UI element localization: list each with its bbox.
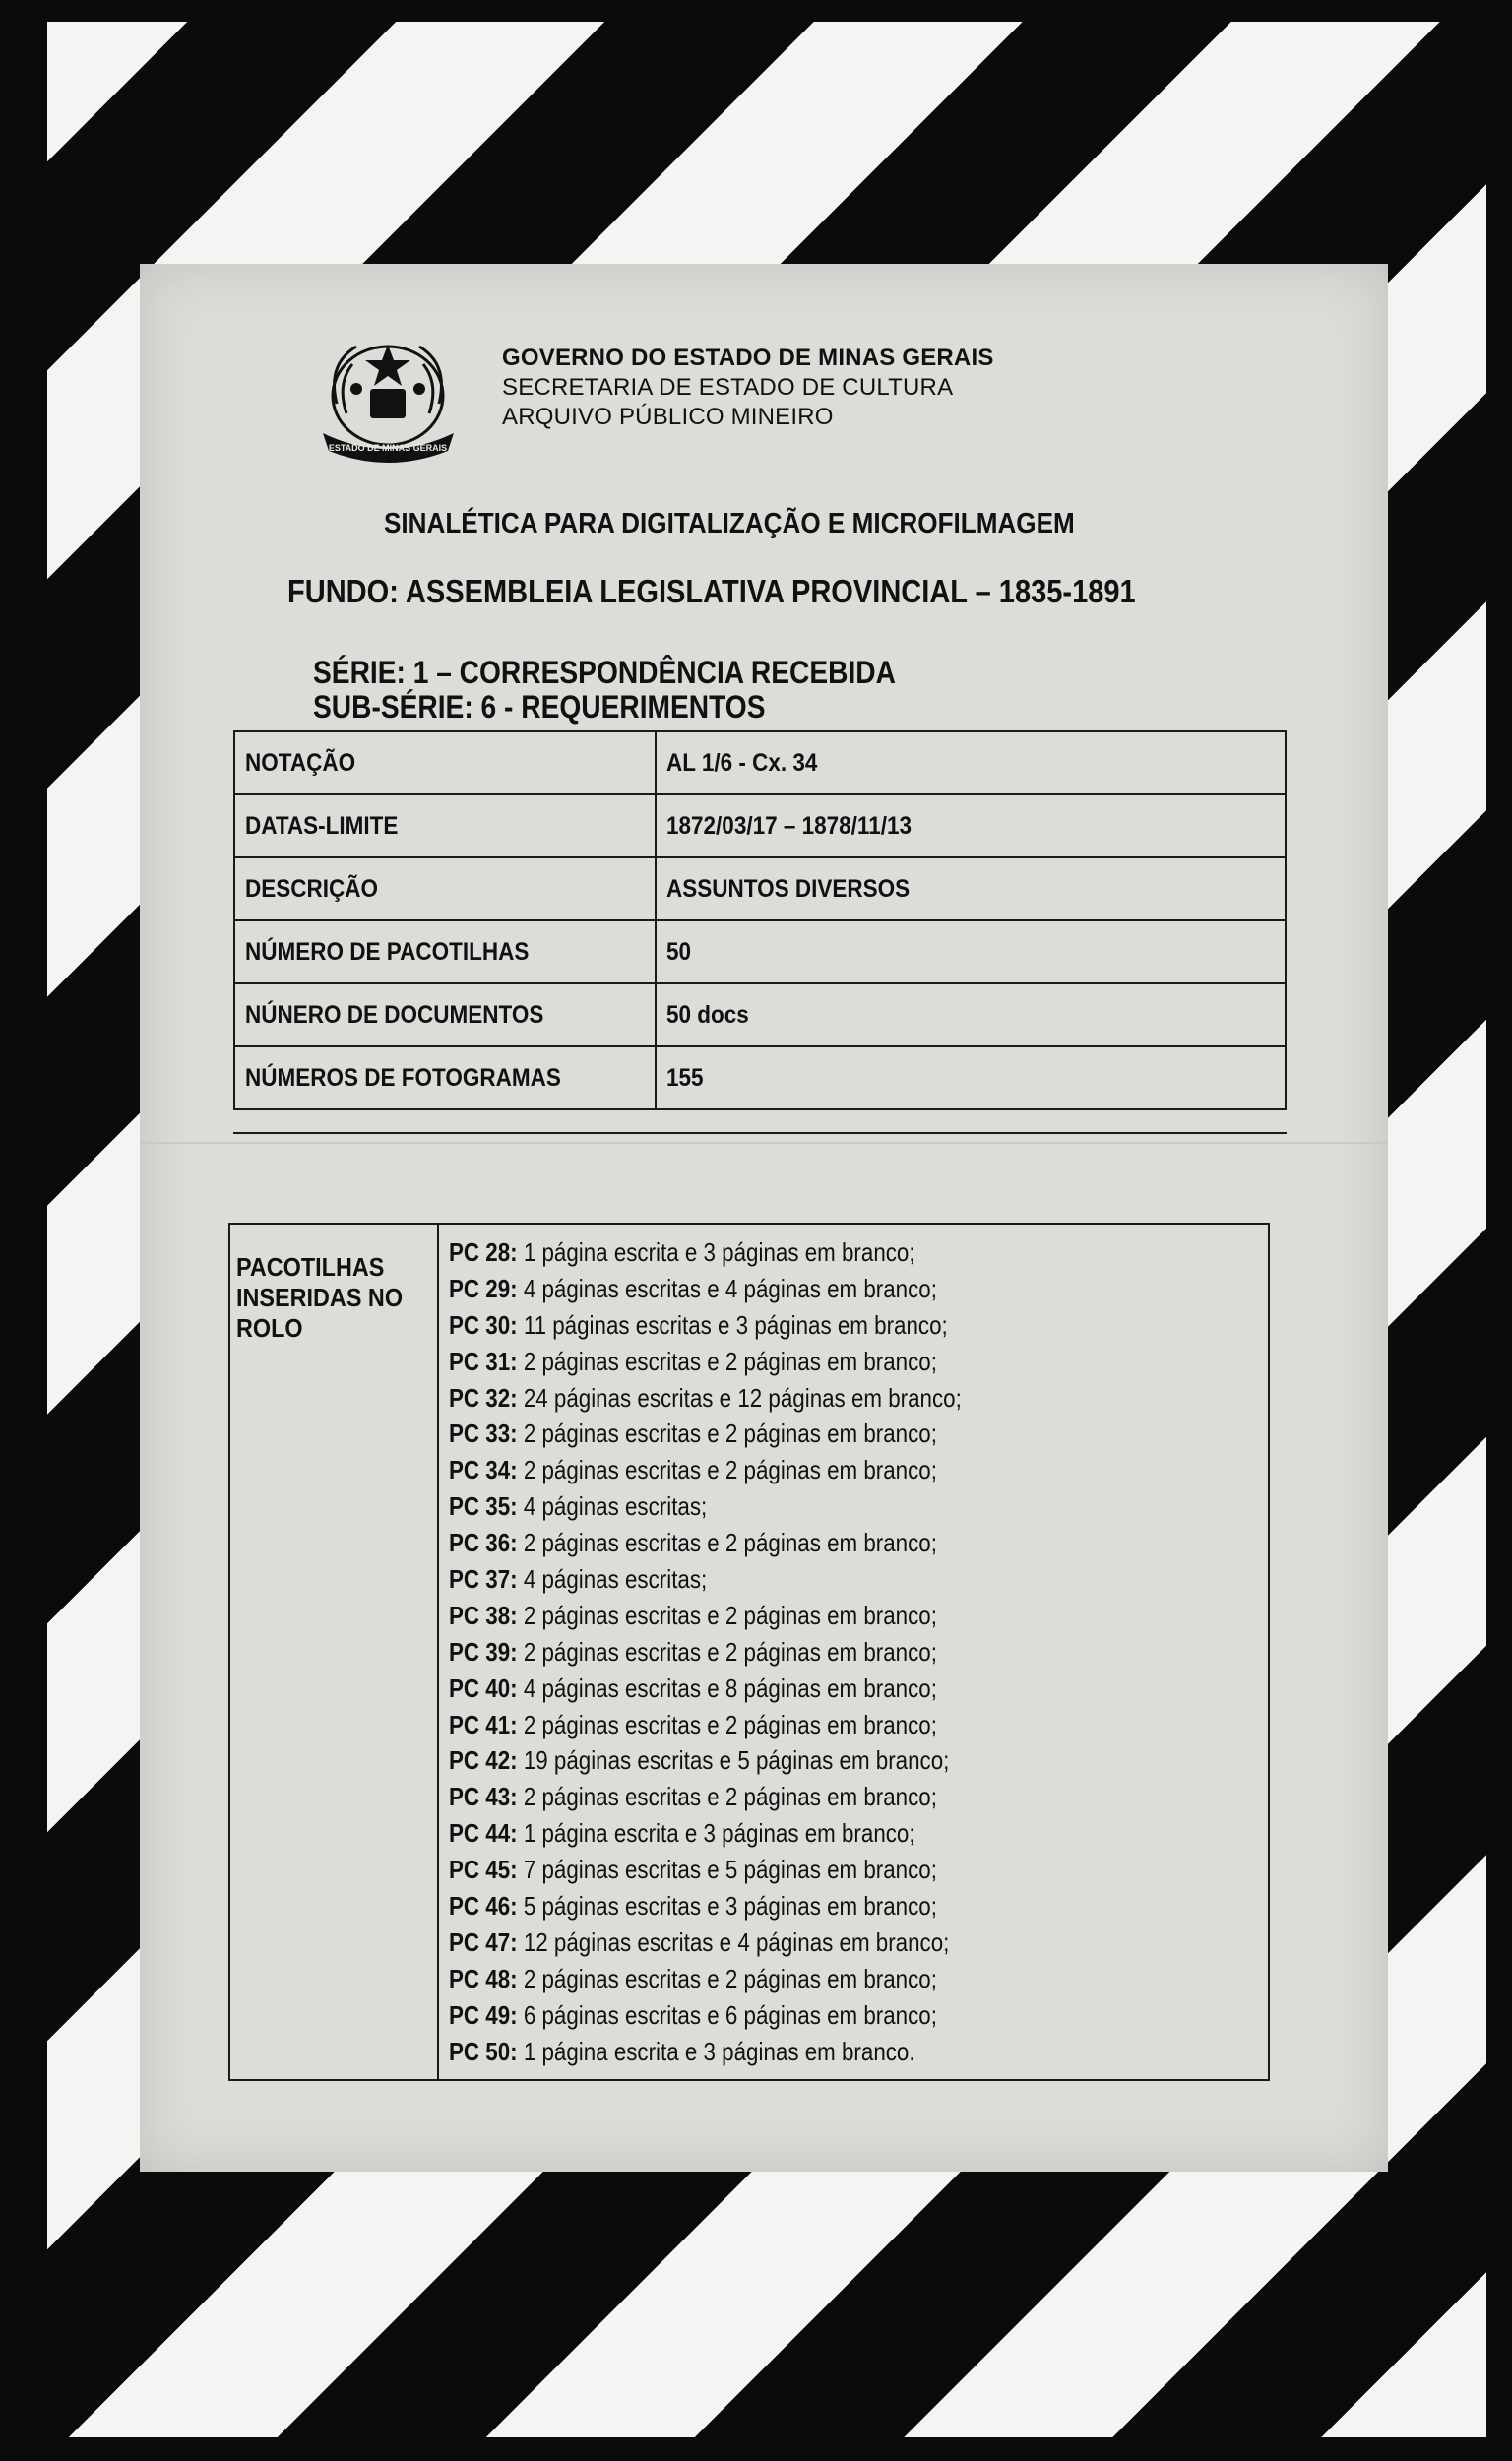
pacotilha-description: 2 páginas escritas e 2 páginas em branco; — [523, 1346, 937, 1376]
pacotilha-code: PC 48: — [449, 1963, 518, 1993]
list-item — [449, 1344, 1268, 1380]
pacotilha-code: PC 39: — [449, 1636, 518, 1667]
pacotilha-code: PC 49: — [449, 1999, 518, 2030]
pacotilha-code: PC 29: — [449, 1273, 518, 1303]
list-item — [449, 1416, 1268, 1452]
pacotilha-description: 6 páginas escritas e 6 páginas em branco; — [523, 1999, 937, 2030]
document-title: SINALÉTICA PARA DIGITALIZAÇÃO E MICROFILMAGEM — [384, 508, 1075, 539]
pacotilha-description: 2 páginas escritas e 2 páginas em branco; — [523, 1782, 937, 1812]
pacotilha-code: PC 37: — [449, 1564, 518, 1595]
pacotilha-description: 2 páginas escritas e 2 páginas em branco; — [523, 1636, 937, 1667]
pacotilha-code: PC 43: — [449, 1782, 518, 1812]
metadata-label: NÚMEROS DE FOTOGRAMAS — [234, 1046, 656, 1109]
pacotilha-description: 1 página escrita e 3 páginas em branco; — [523, 1818, 915, 1849]
metadata-value: 1872/03/17 – 1878/11/13 — [656, 794, 1286, 857]
table-row — [234, 983, 1286, 1046]
pacotilha-code: PC 34: — [449, 1455, 518, 1485]
metadata-value: ASSUNTOS DIVERSOS — [656, 857, 1286, 920]
film-frame-bottom — [0, 2437, 1512, 2461]
list-item — [449, 1888, 1268, 1925]
film-frame-left — [0, 0, 47, 2461]
pacotilha-description: 2 páginas escritas e 2 páginas em branco; — [523, 1963, 937, 1993]
pacotilha-description: 24 páginas escritas e 12 páginas em branco; — [523, 1382, 962, 1413]
table-row — [234, 794, 1286, 857]
metadata-label: NOTAÇÃO — [234, 731, 656, 794]
list-item — [449, 1742, 1268, 1779]
list-item — [449, 1271, 1268, 1307]
list-item — [449, 1961, 1268, 1997]
pacotilha-description: 5 páginas escritas e 3 páginas em branco; — [523, 1891, 937, 1922]
table-row — [234, 857, 1286, 920]
institution-archive: ARQUIVO PÚBLICO MINEIRO — [502, 404, 834, 430]
pacotilha-code: PC 46: — [449, 1891, 518, 1922]
serie-heading: SÉRIE: 1 – CORRESPONDÊNCIA RECEBIDA — [313, 655, 896, 690]
list-item — [449, 1925, 1268, 1961]
pacotilha-code: PC 42: — [449, 1745, 518, 1776]
pacotilha-description: 2 páginas escritas e 2 páginas em branco; — [523, 1419, 937, 1449]
pacotilha-code: PC 45: — [449, 1855, 518, 1885]
list-item — [449, 1380, 1268, 1417]
pacotilhas-list — [438, 1224, 1269, 2080]
list-item — [449, 1307, 1268, 1344]
pacotilha-description: 4 páginas escritas; — [523, 1491, 708, 1522]
list-item — [449, 1671, 1268, 1707]
metadata-label: NÚNERO DE DOCUMENTOS — [234, 983, 656, 1046]
pacotilha-code: PC 38: — [449, 1600, 518, 1630]
film-frame-top — [0, 0, 1512, 22]
state-coat-of-arms-icon — [317, 335, 460, 468]
list-item — [449, 1779, 1268, 1815]
pacotilha-code: PC 32: — [449, 1382, 518, 1413]
subserie-heading: SUB-SÉRIE: 6 - REQUERIMENTOS — [313, 689, 766, 725]
pacotilha-description: 11 páginas escritas e 3 páginas em branco; — [523, 1309, 948, 1340]
table-row — [234, 1046, 1286, 1109]
list-item — [449, 1488, 1268, 1525]
pacotilha-description: 4 páginas escritas e 8 páginas em branco; — [523, 1672, 937, 1703]
metadata-table — [233, 730, 1287, 1110]
list-item — [449, 1815, 1268, 1852]
pacotilha-code: PC 36: — [449, 1528, 518, 1558]
pacotilha-description: 1 página escrita e 3 páginas em branco. — [523, 2036, 915, 2066]
pacotilha-description: 19 páginas escritas e 5 páginas em branco; — [523, 1745, 950, 1776]
pacotilha-description: 2 páginas escritas e 2 páginas em branco; — [523, 1600, 937, 1630]
list-item — [449, 1525, 1268, 1561]
pacotilha-code: PC 40: — [449, 1672, 518, 1703]
pacotilha-code: PC 47: — [449, 1926, 518, 1957]
metadata-label: NÚMERO DE PACOTILHAS — [234, 920, 656, 983]
pacotilha-code: PC 28: — [449, 1237, 518, 1267]
pacotilha-code: PC 50: — [449, 2036, 518, 2066]
pacotilha-description: 2 páginas escritas e 2 páginas em branco; — [523, 1455, 937, 1485]
table-row — [229, 1224, 1269, 2080]
pacotilha-code: PC 33: — [449, 1419, 518, 1449]
film-frame-right — [1486, 0, 1512, 2461]
table-row — [234, 731, 1286, 794]
list-item — [449, 1452, 1268, 1488]
table-row — [234, 920, 1286, 983]
institution-government: GOVERNO DO ESTADO DE MINAS GERAIS — [502, 345, 994, 371]
metadata-label: DATAS-LIMITE — [234, 794, 656, 857]
list-item — [449, 1707, 1268, 1743]
pacotilha-description: 7 páginas escritas e 5 páginas em branco; — [523, 1855, 937, 1885]
list-item — [449, 1997, 1268, 2034]
fundo-heading: FUNDO: ASSEMBLEIA LEGISLATIVA PROVINCIAL – 1835-1891 — [287, 573, 1136, 609]
list-item — [449, 1234, 1268, 1271]
pacotilha-code: PC 44: — [449, 1818, 518, 1849]
list-item — [449, 1852, 1268, 1888]
divider — [233, 1132, 1287, 1134]
pacotilha-description: 1 página escrita e 3 páginas em branco; — [523, 1237, 915, 1267]
institution-secretariat: SECRETARIA DE ESTADO DE CULTURA — [502, 374, 954, 401]
pacotilha-description: 2 páginas escritas e 2 páginas em branco; — [523, 1709, 937, 1739]
metadata-value: 50 docs — [656, 983, 1286, 1046]
pacotilha-code: PC 35: — [449, 1491, 518, 1522]
pacotilha-description: 2 páginas escritas e 2 páginas em branco; — [523, 1528, 937, 1558]
list-item — [449, 1634, 1268, 1671]
pacotilha-description: 4 páginas escritas e 4 páginas em branco; — [523, 1273, 937, 1303]
list-item — [449, 2034, 1268, 2070]
metadata-value: AL 1/6 - Cx. 34 — [656, 731, 1286, 794]
pacotilha-code: PC 31: — [449, 1346, 518, 1376]
list-item — [449, 1561, 1268, 1598]
pacotilha-description: 4 páginas escritas; — [523, 1564, 708, 1595]
pacotilha-code: PC 41: — [449, 1709, 518, 1739]
metadata-value: 50 — [656, 920, 1286, 983]
pacotilhas-table — [228, 1223, 1270, 2081]
pacotilha-code: PC 30: — [449, 1309, 518, 1340]
metadata-label: DESCRIÇÃO — [234, 857, 656, 920]
list-item — [449, 1598, 1268, 1634]
crest-banner-text: ESTADO DE MINAS GERAIS — [328, 443, 448, 453]
pacotilhas-label: PACOTILHAS INSERIDAS NO ROLO — [229, 1224, 438, 2080]
pacotilha-description: 12 páginas escritas e 4 páginas em branco; — [523, 1926, 950, 1957]
metadata-value: 155 — [656, 1046, 1286, 1109]
